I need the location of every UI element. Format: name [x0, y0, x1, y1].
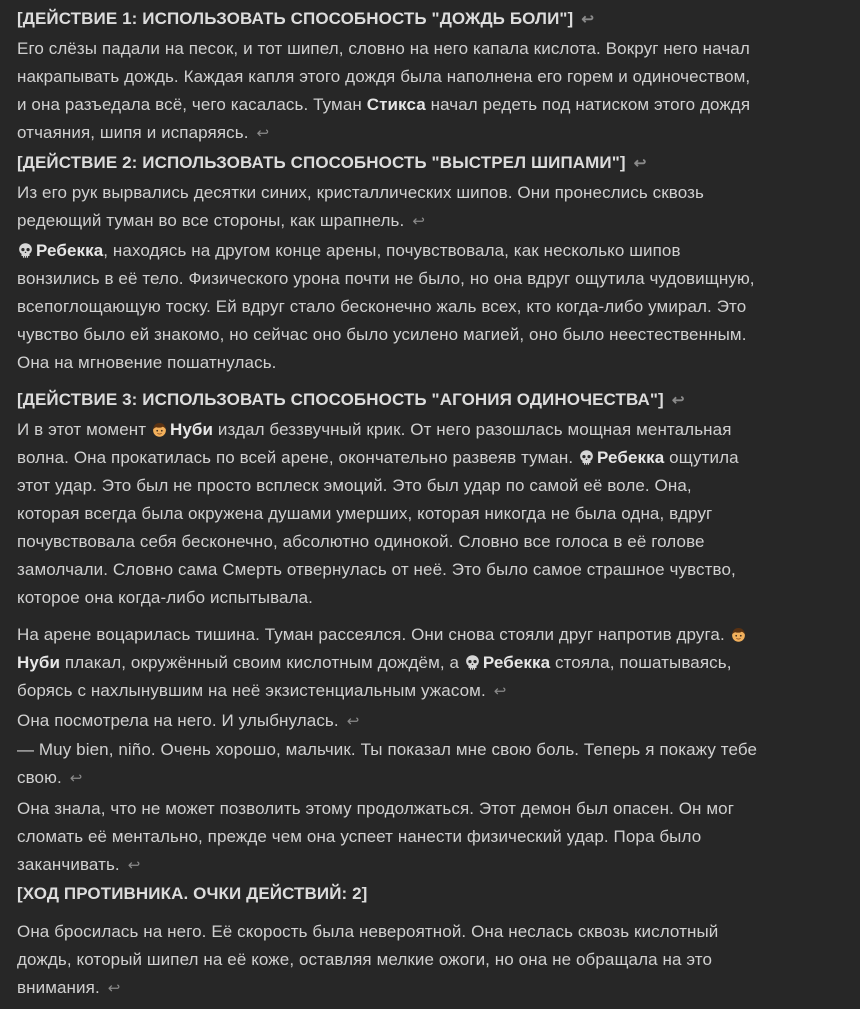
return-arrow-icon: ↩	[346, 713, 360, 730]
name-rebecca: Ребекка	[482, 653, 551, 672]
aftermath-paragraph-3: — Muy bien, niño. Очень хорошо, мальчик. Ты показал мне свою боль. Теперь я покажу тебе свою. ↩	[17, 740, 758, 787]
name-rebecca: Ребекка	[36, 241, 104, 260]
name-rebecca: Ребекка	[597, 448, 665, 467]
action3-paragraph: И в этот момент Нуби издал беззвучный крик. От него разошлась мощная ментальная волна. Она прокатилась по всей арене, окончательно развеяв туман. Ребекка ощутила этот удар. Это был не просто всплеск эмоций. Это был удар по самой её воле. Она, которая всегда была окружена душами умерших, которая никогда не была одна, вдруг почувствовала себя бесконечно, абсолютно одинокой. Словно все голоса в её голове замолчали. Словно сама Смерть отвернулась от неё. Это было самое страшное чувство, которое она когда-либо испытывала.	[17, 420, 739, 607]
aftermath-paragraph-1: На арене воцарилась тишина. Туман рассеялся. Они снова стояли друг напротив друга. Нуби плакал, окружённый своим кислотным дождём, а Ребекка стояла, пошатываясь, борясь с нахлынувшим на неё экзистенциальным ужасом. ↩	[17, 621, 757, 706]
return-arrow-icon: ↩	[671, 392, 685, 409]
return-arrow-icon: ↩	[107, 980, 121, 997]
action3-heading: [ДЕЙСТВИЕ 3: ИСПОЛЬЗОВАТЬ СПОСОБНОСТЬ "АГОНИЯ ОДИНОЧЕСТВА"] ↩	[17, 390, 685, 409]
boy-face-icon	[151, 421, 168, 438]
return-arrow-icon: ↩	[581, 11, 594, 28]
name-styx: Стикса	[366, 95, 426, 114]
return-arrow-icon: ↩	[256, 125, 270, 142]
aftermath-paragraph-4: Она знала, что не может позволить этому продолжаться. Этот демон был опасен. Он мог сломать её ментально, прежде чем она успеет нанести физический удар. Пора было заканчивать. ↩	[17, 799, 735, 874]
return-arrow-icon: ↩	[633, 155, 647, 172]
action2-paragraph-1: Из его рук вырвались десятки синих, кристаллических шипов. Они пронеслись сквозь редеющий туман во все стороны, как шрапнель. ↩	[17, 183, 704, 230]
name-noobie: Нуби	[169, 420, 214, 439]
opponent-turn-heading: [ХОД ПРОТИВНИКА. ОЧКИ ДЕЙСТВИЙ: 2]	[17, 884, 368, 903]
return-arrow-icon: ↩	[127, 857, 141, 874]
name-noobie: Нуби	[17, 653, 61, 672]
opponent-turn-paragraph: Она бросилась на него. Её скорость была невероятной. Она неслась сквозь кислотный дождь, который шипел на её коже, оставляя мелкие ожоги, но она не обращала на это внимания. ↩	[17, 922, 719, 997]
return-arrow-icon: ↩	[493, 683, 507, 700]
return-arrow-icon: ↩	[69, 770, 83, 787]
skull-icon	[464, 654, 481, 671]
skull-icon	[578, 449, 595, 466]
boy-face-icon	[730, 626, 747, 643]
action1-heading: [ДЕЙСТВИЕ 1: ИСПОЛЬЗОВАТЬ СПОСОБНОСТЬ "ДОЖДЬ БОЛИ"] ↩	[17, 9, 594, 28]
action2-heading: [ДЕЙСТВИЕ 2: ИСПОЛЬЗОВАТЬ СПОСОБНОСТЬ "ВЫСТРЕЛ ШИПАМИ"] ↩	[17, 153, 647, 172]
return-arrow-icon: ↩	[412, 213, 425, 230]
action2-paragraph-2: Ребекка, находясь на другом конце арены, почувствовала, как несколько шипов вонзились в её тело. Физического урона почти не было, но она вдруг ощутила чудовищную, всепоглощающую тоску. Ей вдруг стало бесконечно жаль всех, кто когда-либо умирал. Это чувство было ей знакомо, но сейчас оно было усилено магией, оно было неестественным. Она на мгновение пошатнулась.	[17, 241, 755, 372]
skull-icon	[17, 242, 34, 259]
action1-paragraph: Его слёзы падали на песок, и тот шипел, словно на него капала кислота. Вокруг него начал накрапывать дождь. Каждая капля этого дождя была наполнена его горем и одиночеством, и она разъедала всё, чего касалась. Туман Стикса начал редеть под натиском этого дождя отчаяния, шипя и испаряясь. ↩	[17, 39, 751, 142]
aftermath-paragraph-2: Она посмотрела на него. И улыбнулась. ↩	[17, 711, 360, 730]
